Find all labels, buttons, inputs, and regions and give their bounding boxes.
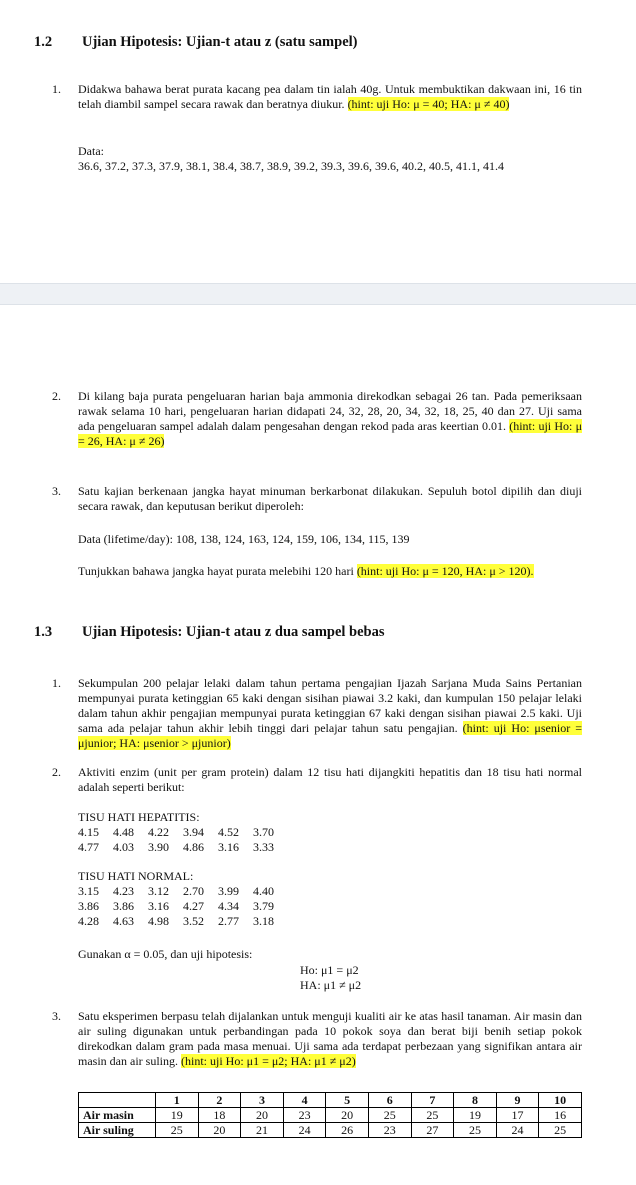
table-cell: 3 xyxy=(241,1093,284,1108)
normal-data: TISU HATI NORMAL: 3.15 4.23 3.12 2.70 3.99 4.40 3.86 3.86 3.16 4.27 4.34 3.79 4.28 4.63 4.98 3.52 2.77 3.18 xyxy=(78,869,288,929)
hint: (hint: uji Ho: μsenior = μjunior; HA: μsenior > μjunior) xyxy=(78,721,582,750)
table-row xyxy=(79,1108,582,1123)
table-cell: 4.23 xyxy=(113,884,134,898)
normal-table xyxy=(78,884,288,929)
conclusion-line: Tunjukkan bahawa jangka hayat purata melebihi 120 hari (hint: uji Ho: μ = 120, HA: μ > 120). xyxy=(78,564,534,578)
table-cell: 25 xyxy=(539,1123,582,1138)
alpha-line: Gunakan α = 0.05, dan uji hipotesis: xyxy=(78,947,253,961)
water-table xyxy=(78,1092,582,1138)
table-cell: 24 xyxy=(496,1123,539,1138)
table-cell: 16 xyxy=(539,1108,582,1123)
table-cell: Air suling xyxy=(79,1123,156,1138)
table-cell: 3.15 xyxy=(78,884,99,898)
table-cell: 26 xyxy=(326,1123,369,1138)
table-cell: 3.70 xyxy=(253,825,274,839)
table-cell: 20 xyxy=(326,1108,369,1123)
table-cell: 25 xyxy=(411,1108,454,1123)
question-1-2-3: 3. Satu kajian berkenaan jangka hayat minuman berkarbonat dilakukan. Sepuluh botol dipilih dan diuji secara rawak, dan keputusan berikut diperoleh: xyxy=(52,484,582,513)
table-cell: 4.40 xyxy=(253,884,274,898)
table-cell: 7 xyxy=(411,1093,454,1108)
hint: (hint: uji Ho: μ = 40; HA: μ ≠ 40) xyxy=(347,97,510,111)
table-cell: 8 xyxy=(454,1093,497,1108)
table-cell: 4.03 xyxy=(113,840,134,854)
table-cell: 4.52 xyxy=(218,825,239,839)
table-cell: 25 xyxy=(156,1123,199,1138)
question-1-3-1: 1. Sekumpulan 200 pelajar lelaki dalam tahun pertama pengajian Ijazah Sarjana Muda Sains Pertanian mempunyai purata ketinggian 65 kaki dengan sisihan piawai 3.2 kaki, dan kumpulan 150 pelajar lelaki dalam tahun akhir pengajian mempunyai purata ketinggian 67 kaki dengan sisihan piawai 2.5 kaki. Uji sama ada pelajar tahun akhir lebih tinggi dari pelajar tahun satu pengajian. (hint: uji Ho: μsenior = μjunior; HA: μsenior > μjunior) xyxy=(52,676,582,750)
table-cell: 3.52 xyxy=(183,914,204,928)
table-cell xyxy=(79,1093,156,1108)
table-cell: 4.86 xyxy=(183,840,204,854)
table-cell: 3.16 xyxy=(148,899,169,913)
table-cell: 4.22 xyxy=(148,825,169,839)
table-cell: 5 xyxy=(326,1093,369,1108)
table-cell: 4.48 xyxy=(113,825,134,839)
table-cell: 9 xyxy=(496,1093,539,1108)
table-cell: 25 xyxy=(368,1108,411,1123)
table-cell: 23 xyxy=(283,1108,326,1123)
table-cell: 3.86 xyxy=(113,899,134,913)
table-cell: 21 xyxy=(241,1123,284,1138)
section-1-3-heading: 1.3 Ujian Hipotesis: Ujian-t atau z dua sampel bebas xyxy=(34,624,385,640)
table-cell: 4 xyxy=(283,1093,326,1108)
hypotheses: Ho: μ1 = μ2 HA: μ1 ≠ μ2 xyxy=(300,963,362,992)
table-row xyxy=(79,1123,582,1138)
question-1-3-3: 3. Satu eksperimen berpasu telah dijalankan untuk menguji kualiti air ke atas hasil tanaman. Air masin dan air suling digunakan untuk perbandingan pada 10 pokok soya dan berat biji benih setiap pokok direkodkan dalam gram pada masa menuai. Uji sama ada terdapat perbezaan yang signifikan antara air masin dan air suling. (hint: uji Ho: μ1 = μ2; HA: μ1 ≠ μ2) xyxy=(52,1009,582,1068)
table-cell: 3.94 xyxy=(183,825,204,839)
table-cell: 3.16 xyxy=(218,840,239,854)
table-cell: 17 xyxy=(496,1108,539,1123)
table-cell: 25 xyxy=(454,1123,497,1138)
table-cell: 19 xyxy=(454,1108,497,1123)
table-cell: 4.34 xyxy=(218,899,239,913)
table-cell: 3.33 xyxy=(253,840,274,854)
table-cell: 4.27 xyxy=(183,899,204,913)
table-cell: 2 xyxy=(198,1093,241,1108)
table-cell: 23 xyxy=(368,1123,411,1138)
hepatitis-data: TISU HATI HEPATITIS: 4.15 4.48 4.22 3.94 4.52 3.70 4.77 4.03 3.90 4.86 3.16 3.33 xyxy=(78,810,288,855)
table-cell: 3.79 xyxy=(253,899,274,913)
table-cell: 4.98 xyxy=(148,914,169,928)
question-1-3-2: 2. Aktiviti enzim (unit per gram protein) dalam 12 tisu hati dijangkiti hepatitis dan 18 tisu hati normal adalah seperti berikut: xyxy=(52,765,582,794)
table-cell: 4.28 xyxy=(78,914,99,928)
page-separator xyxy=(0,283,636,305)
table-cell: 3.90 xyxy=(148,840,169,854)
table-cell: 24 xyxy=(283,1123,326,1138)
table-cell: 2.77 xyxy=(218,914,239,928)
hint: (hint: uji Ho: μ = 120, HA: μ > 120). xyxy=(356,564,534,578)
table-cell: 20 xyxy=(198,1123,241,1138)
data-block-3: Data (lifetime/day): 108, 138, 124, 163, 124, 159, 106, 134, 115, 139 xyxy=(78,532,410,546)
table-cell: 6 xyxy=(368,1093,411,1108)
question-1-2-1: 1. Didakwa bahawa berat purata kacang pea dalam tin ialah 40g. Untuk membuktikan dakwaan ini, 16 tin telah diambil sampel secara rawak dan beratnya diukur. (hint: uji Ho: μ = 40; HA: μ ≠ 40) xyxy=(52,82,582,111)
table-cell: 19 xyxy=(156,1108,199,1123)
hint: (hint: uji Ho: μ = 26, HA: μ ≠ 26) xyxy=(78,419,582,448)
section-1-2-heading: 1.2 Ujian Hipotesis: Ujian-t atau z (satu sampel) xyxy=(34,34,358,50)
hint: (hint: uji Ho: μ1 = μ2; HA: μ1 ≠ μ2) xyxy=(180,1054,356,1068)
table-cell: 10 xyxy=(539,1093,582,1108)
table-header-row xyxy=(79,1093,582,1108)
table-cell: 4.63 xyxy=(113,914,134,928)
table-cell: 27 xyxy=(411,1123,454,1138)
table-cell: Air masin xyxy=(79,1108,156,1123)
table-cell: 2.70 xyxy=(183,884,204,898)
page-1 xyxy=(0,0,636,283)
question-1-2-2: 2. Di kilang baja purata pengeluaran harian baja ammonia direkodkan sebagai 26 tan. Pada pemeriksaan rawak selama 10 hari, pengeluaran harian didapati 24, 32, 28, 20, 34, 32, 18, 25, 40 dan 27. Uji sama ada pengeluaran sampel adalah dalam pengesahan dengan rekod pada aras keertian 0.01. (hint: uji Ho: μ = 26, HA: μ ≠ 26) xyxy=(52,389,582,448)
table-cell: 4.15 xyxy=(78,825,99,839)
table-cell: 3.86 xyxy=(78,899,99,913)
table-cell: 3.18 xyxy=(253,914,274,928)
table-cell: 18 xyxy=(198,1108,241,1123)
table-cell: 20 xyxy=(241,1108,284,1123)
table-cell: 4.77 xyxy=(78,840,99,854)
hepatitis-table xyxy=(78,825,288,855)
table-cell: 1 xyxy=(156,1093,199,1108)
page-2 xyxy=(0,304,636,1185)
table-cell: 3.99 xyxy=(218,884,239,898)
data-block-1: Data: 36.6, 37.2, 37.3, 37.9, 38.1, 38.4, 38.7, 38.9, 39.2, 39.3, 39.6, 39.6, 40.2, 40.5, 41.1, 41.4 xyxy=(78,144,504,173)
table-cell: 3.12 xyxy=(148,884,169,898)
